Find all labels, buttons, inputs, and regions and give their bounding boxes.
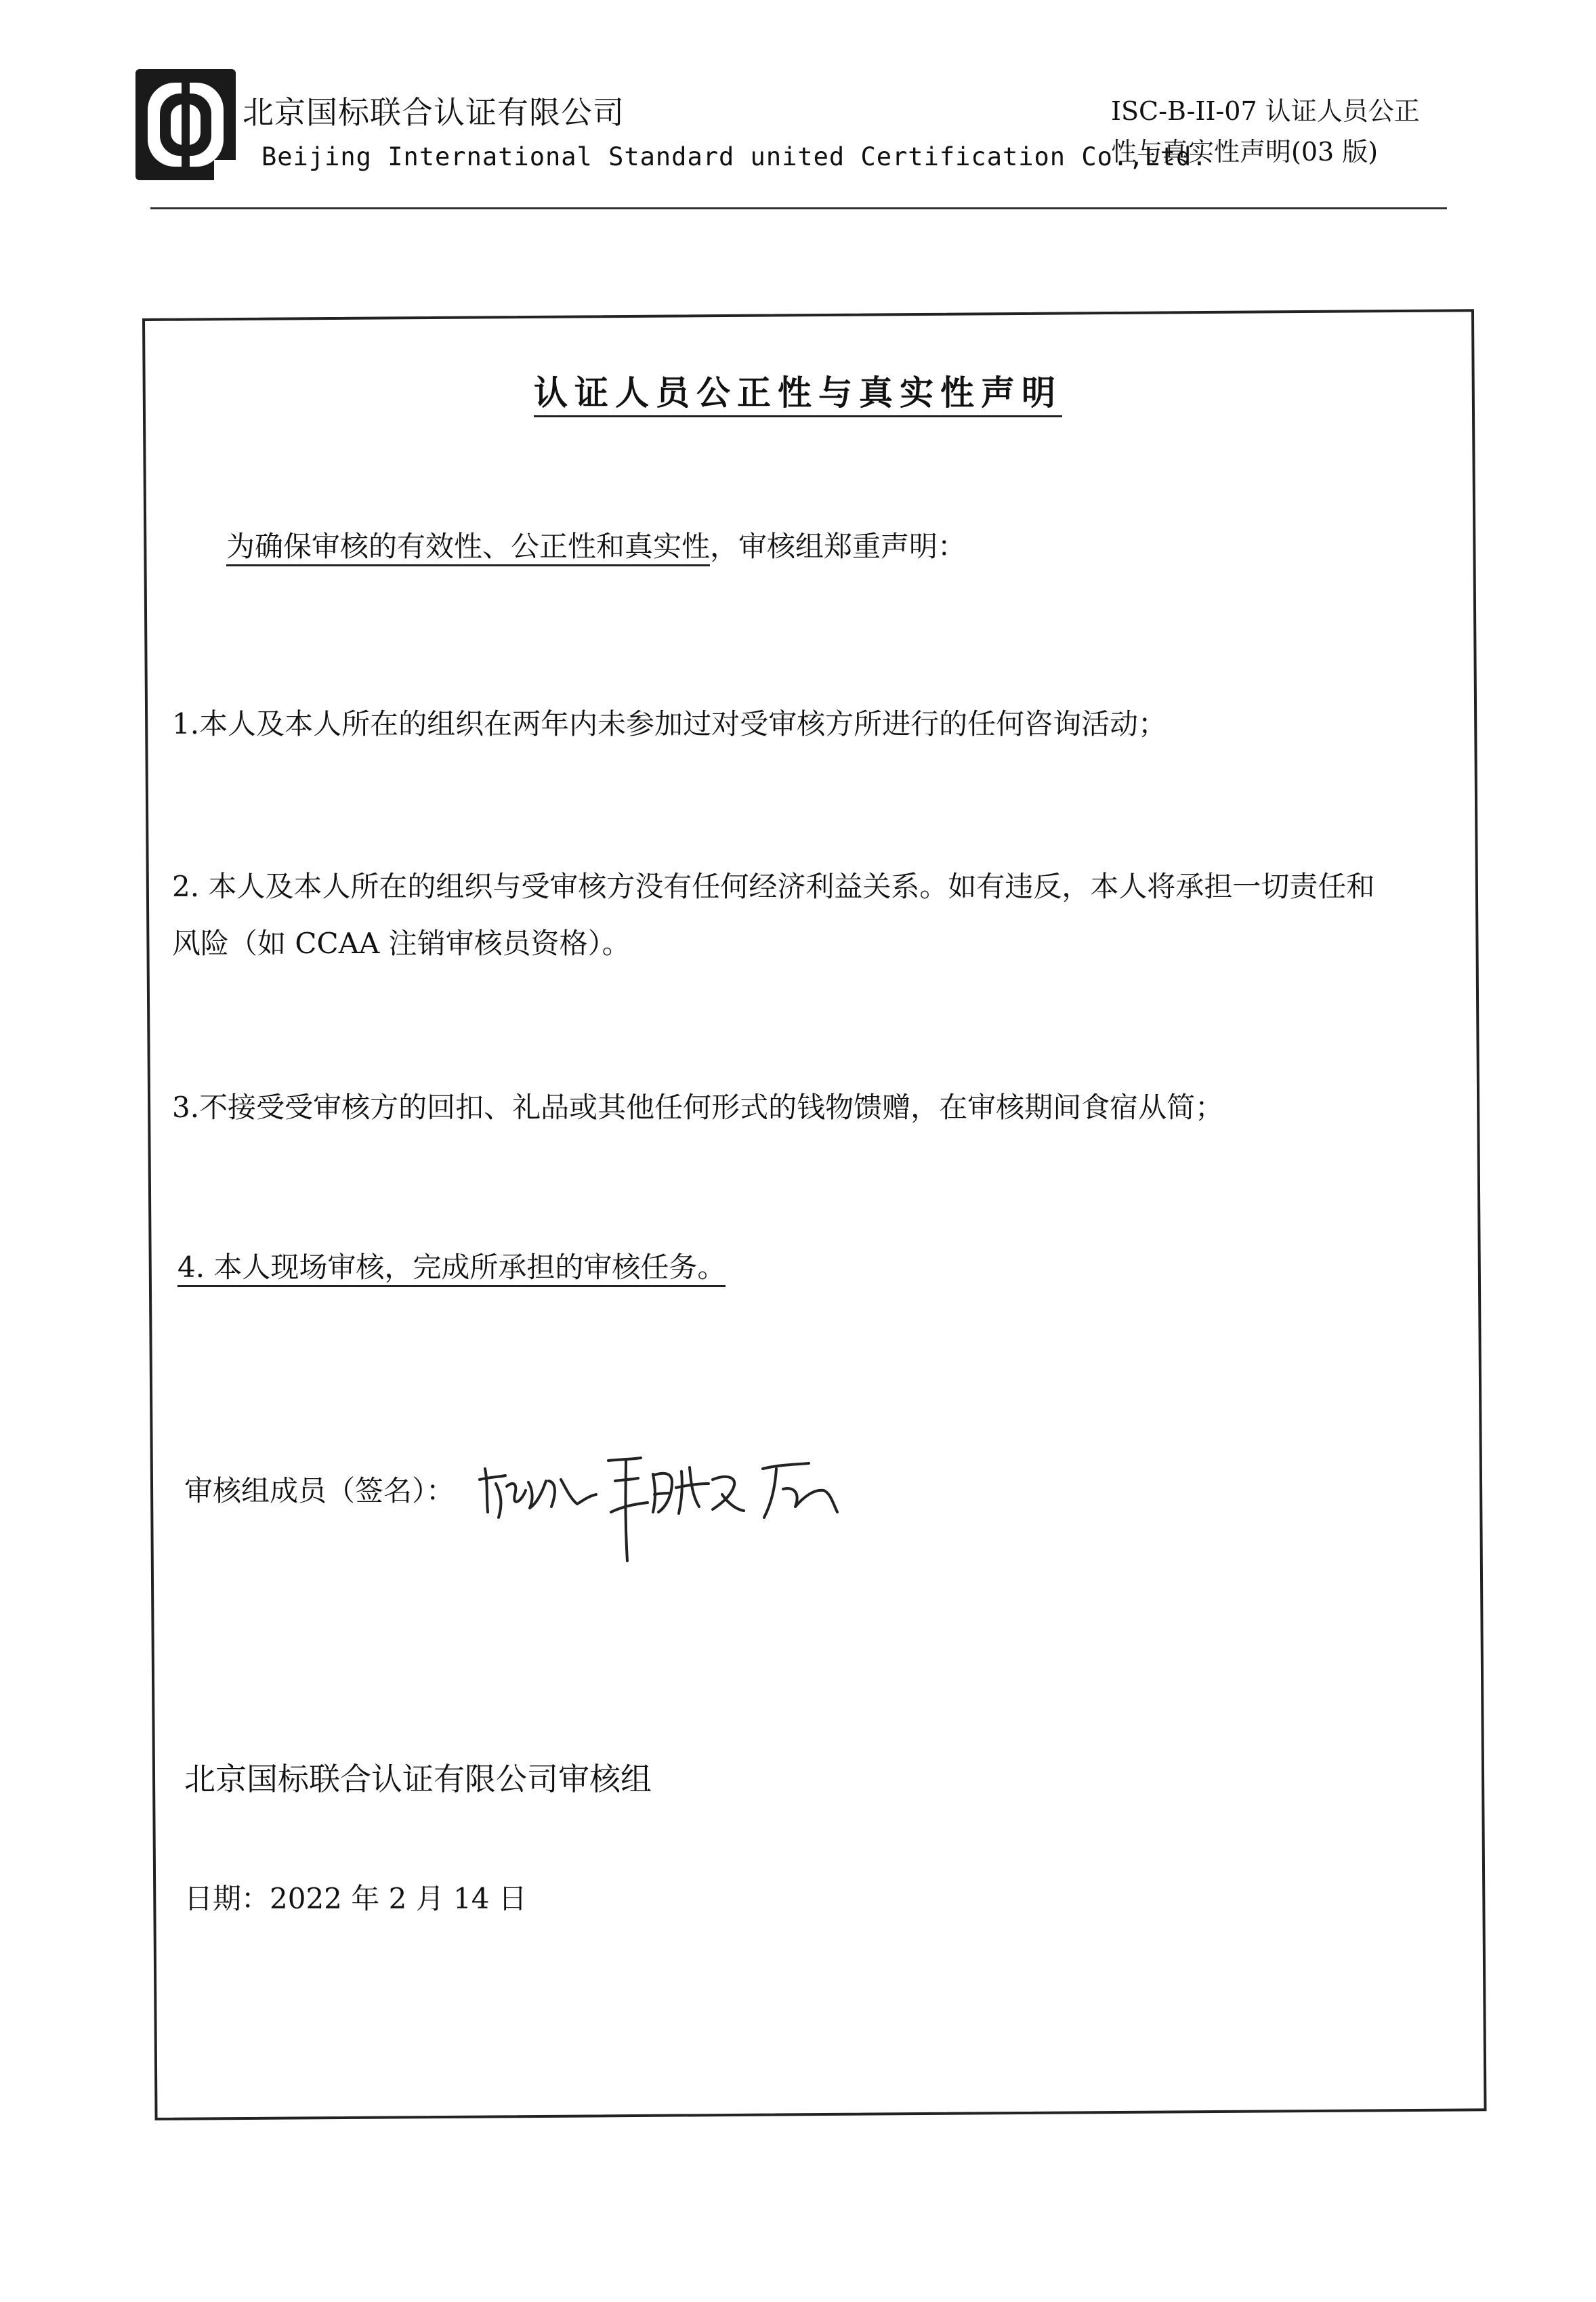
form-code-line1: ISC-B-II-07 认证人员公正 (1111, 96, 1420, 126)
declaration-item-3: 3.不接受受审核方的回扣、礼品或其他任何形式的钱物馈赠，在审核期间食宿从简； (172, 1091, 1224, 1124)
declaration-date: 日期：2022 年 2 月 14 日 (184, 1882, 527, 1915)
form-code (1111, 91, 1420, 172)
declaration-item-2-continued: 风险（如 CCAA 注销审核员资格）。 (172, 927, 631, 960)
intro-underlined: 为确保审核的有效性、公正性和真实性 (226, 530, 710, 566)
form-code-line2: 性与真实性声明(03 版) (1111, 137, 1379, 167)
declaration-item-4-text: 4. 本人现场审核，完成所承担的审核任务。 (177, 1251, 726, 1287)
signature-label: 审核组成员（签名）： (184, 1474, 455, 1507)
document-title-text: 认证人员公正性与真实性声明 (534, 373, 1062, 417)
document-frame (142, 309, 1487, 2120)
intro-paragraph (226, 524, 966, 565)
declaration-item-2: 2. 本人及本人所在的组织与受审核方没有任何经济利益关系。如有违反，本人将承担一切责任和 (172, 870, 1375, 903)
handwritten-signature (476, 1442, 841, 1570)
document-title (0, 366, 1596, 415)
intro-rest: ，审核组郑重声明： (710, 530, 967, 563)
company-logo-icon (133, 65, 241, 184)
organization-name: 北京国标联合认证有限公司审核组 (184, 1761, 652, 1797)
declaration-item-1: 1.本人及本人所在的组织在两年内未参加过对受审核方所进行的任何咨询活动； (172, 707, 1167, 740)
company-name-cn: 北京国标联合认证有限公司 (243, 94, 625, 131)
company-name-en: Beijing International Standard united Certification Co.,Ltd. (261, 142, 1208, 171)
declaration-item-4 (177, 1245, 726, 1286)
header-divider (150, 207, 1447, 209)
